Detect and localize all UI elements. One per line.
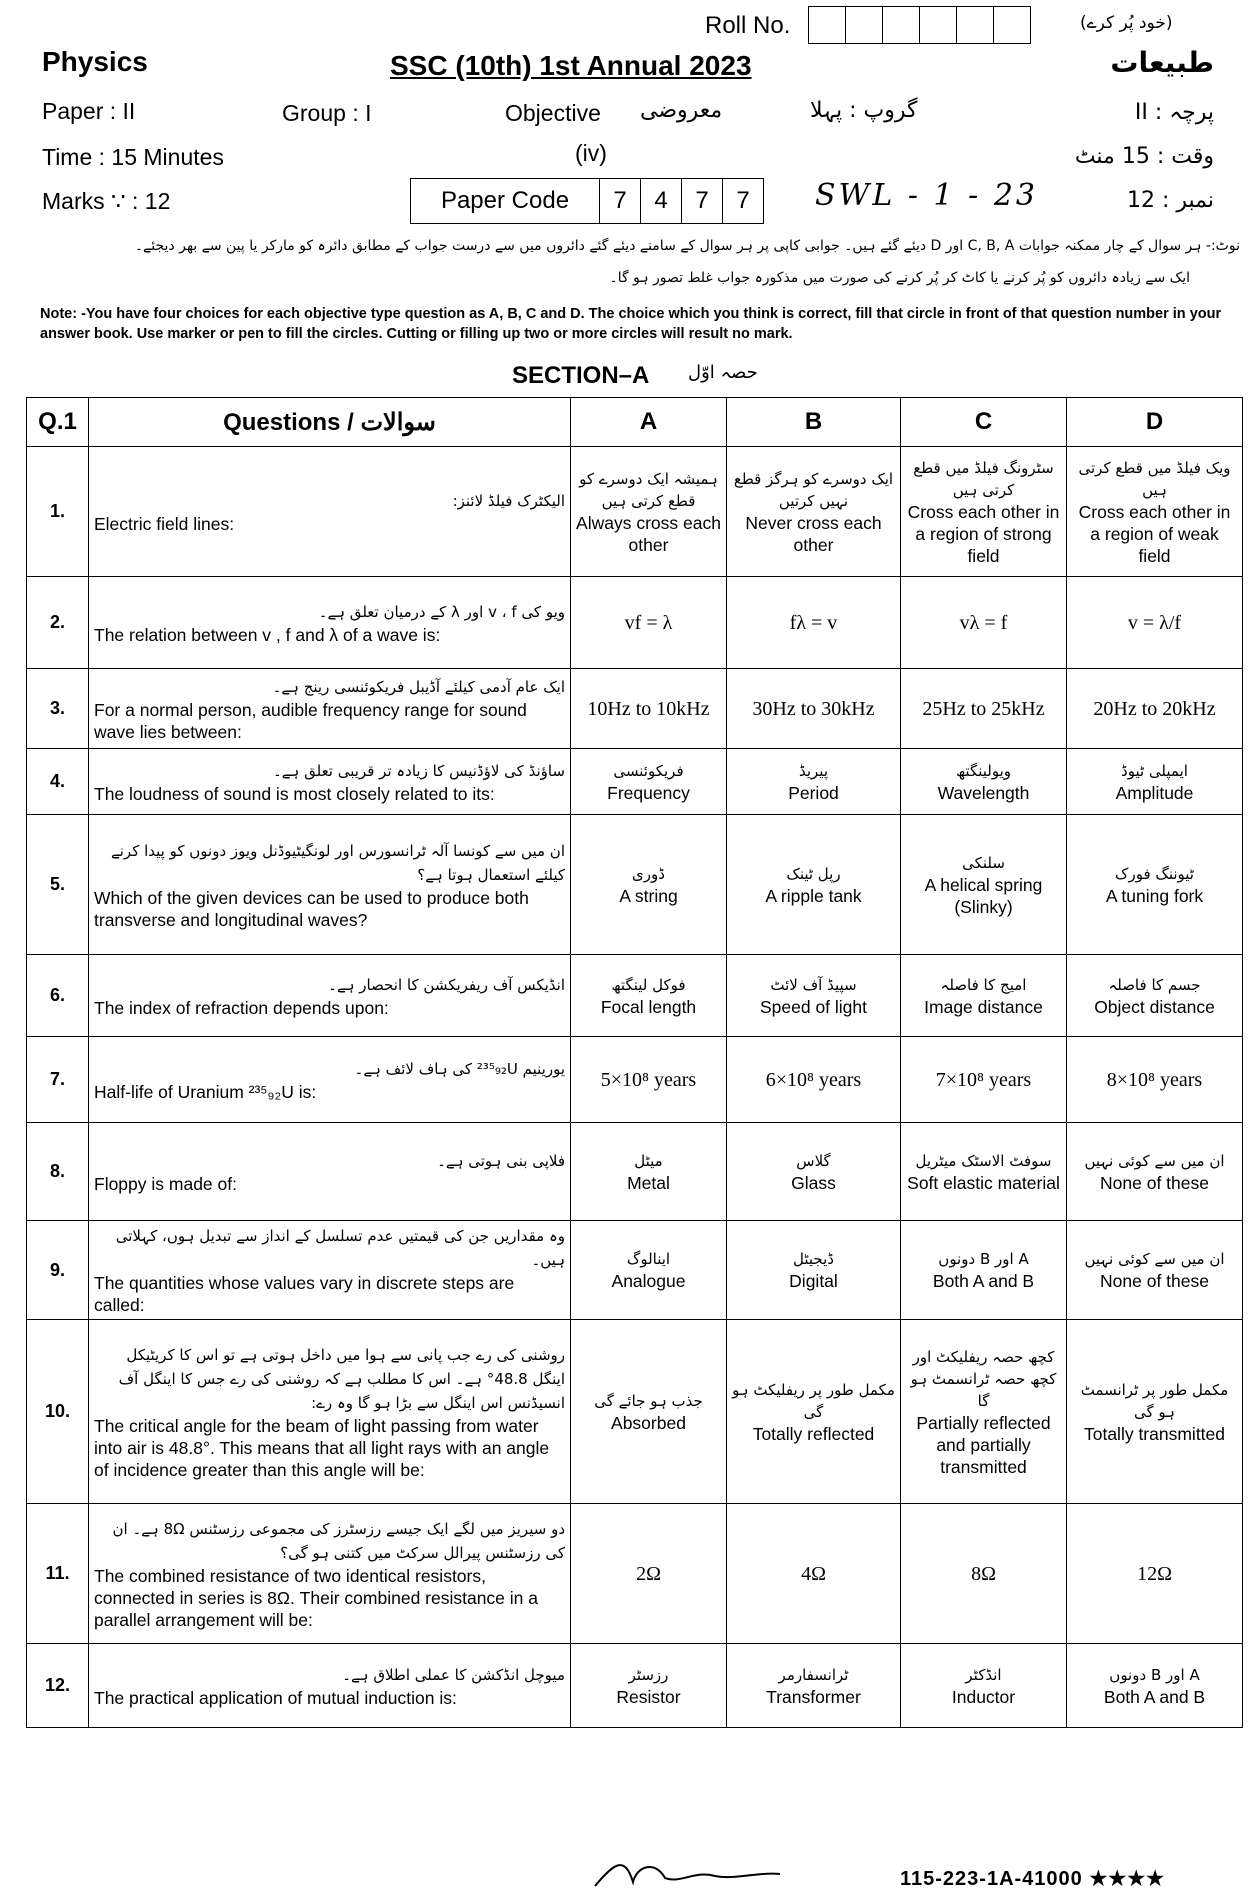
option-c: [901, 447, 1067, 577]
question-urdu: ویو کی v ، f اور λ کے درمیان تعلق ہے۔: [318, 602, 565, 621]
option-english: fλ = v: [789, 611, 838, 634]
option-english: Cross each other in a region of strong field: [907, 501, 1060, 566]
question-cell: [89, 447, 571, 577]
option-english: Amplitude: [1115, 782, 1194, 803]
option-d: [1067, 1320, 1243, 1504]
question-cell: [89, 1644, 571, 1728]
question-english: Electric field lines:: [94, 513, 235, 534]
question-urdu: انڈیکس آف ریفریکشن کا انحصار ہے۔: [328, 975, 565, 994]
option-d: [1067, 955, 1243, 1037]
option-d: [1067, 1123, 1243, 1221]
option-english: Never cross each other: [745, 512, 882, 555]
option-urdu: سپیڈ آف لائٹ: [770, 975, 857, 994]
paper-code-digit: 7: [600, 179, 641, 223]
option-english: Image distance: [924, 996, 1043, 1017]
paper-urdu: پرچہ : II: [1134, 100, 1214, 125]
option-c: [901, 749, 1067, 815]
option-urdu: ایمپلی ٹیوڈ: [1121, 761, 1188, 780]
option-a: [571, 1221, 727, 1320]
table-row: [27, 955, 1243, 1037]
group-urdu: گروپ : پہلا: [810, 98, 918, 123]
time-urdu: وقت : 15 منٹ: [1074, 144, 1214, 169]
question-cell: [89, 1037, 571, 1123]
marks-label: Marks ∵ : 12: [42, 188, 171, 214]
question-number: 12.: [27, 1644, 89, 1728]
option-english: Analogue: [611, 1271, 686, 1291]
option-english: 30Hz to 30kHz: [752, 697, 875, 720]
question-cell: [89, 749, 571, 815]
option-english: Partially reflected and partially transmitted: [916, 1412, 1051, 1477]
option-a: [571, 577, 727, 669]
option-english: Resistor: [616, 1686, 681, 1707]
option-urdu: مکمل طور پر ٹرانسمٹ ہو گی: [1080, 1380, 1229, 1421]
option-urdu: انڈکٹر: [965, 1665, 1002, 1684]
option-b: [727, 1644, 901, 1728]
question-english: The relation between v , f and λ of a wave is:: [94, 624, 441, 645]
paper-code-digit: 4: [641, 179, 682, 223]
option-a: [571, 1644, 727, 1728]
option-a: [571, 1320, 727, 1504]
question-english: The loudness of sound is most closely related to its:: [94, 783, 495, 804]
option-english: A tuning fork: [1105, 885, 1204, 906]
option-urdu: A اور B دونوں: [938, 1250, 1029, 1268]
table-row: [27, 447, 1243, 577]
table-row: [27, 669, 1243, 749]
question-urdu: فلاپی بنی ہوتی ہے۔: [437, 1151, 565, 1170]
option-english: Always cross each other: [576, 512, 721, 555]
option-urdu: رزسٹر: [628, 1665, 669, 1684]
table-row: [27, 1221, 1243, 1320]
option-a: [571, 815, 727, 955]
option-c: [901, 577, 1067, 669]
option-d: [1067, 1504, 1243, 1644]
question-english: The critical angle for the beam of light passing from water into air is 48.8°. This means that all light rays with an angle of incidence greater than this angle will be:: [94, 1415, 550, 1480]
marks-urdu: نمبر : 12: [1126, 188, 1214, 213]
questions-table: [26, 397, 1243, 1728]
option-a: [571, 1037, 727, 1123]
question-cell: [89, 955, 571, 1037]
question-cell: [89, 815, 571, 955]
footer-code: 115-223-1A-41000 ★★★★: [900, 1868, 1166, 1890]
option-english: 12Ω: [1137, 1562, 1172, 1585]
option-english: vλ = f: [959, 611, 1008, 634]
option-english: v = λ/f: [1127, 611, 1182, 634]
option-b: [727, 1123, 901, 1221]
option-urdu: جذب ہو جائے گی: [594, 1391, 703, 1410]
option-english: None of these: [1100, 1271, 1209, 1291]
option-english: 5×10⁸ years: [600, 1068, 697, 1091]
option-english: Period: [788, 782, 839, 803]
option-d: [1067, 1037, 1243, 1123]
option-english: Speed of light: [759, 996, 868, 1017]
paper-code-digit: 7: [736, 187, 750, 214]
option-english: Inductor: [951, 1686, 1016, 1707]
question-urdu: الیکٹرک فیلڈ لائنز:: [452, 491, 565, 510]
option-d: [1067, 749, 1243, 815]
question-english: The combined resistance of two identical resistors, connected in series is 8Ω. Their combined resistance in a parallel arrangement will be:: [94, 1565, 538, 1630]
note-urdu-line1: نوٹ:- ہر سوال کے چار ممکنہ جوابات C, B, A اور D دیئے گئے ہیں۔ جوابی کاپی پر ہر سوال کے سامنے دیئے گئے دائروں میں سے درست جواب کے مطابق دائرہ کو مارکر یا پین سے بھر دیجئے۔: [134, 238, 1240, 254]
option-a: [571, 447, 727, 577]
option-b: [727, 577, 901, 669]
option-english: Totally reflected: [752, 1423, 875, 1444]
option-urdu: میٹل: [634, 1151, 663, 1170]
option-c: [901, 1504, 1067, 1644]
option-b: [727, 749, 901, 815]
question-english: Half-life of Uranium ²³⁵₉₂U is:: [94, 1081, 317, 1102]
option-c: [901, 669, 1067, 749]
option-urdu: ٹیوننگ فورک: [1115, 864, 1194, 883]
option-english: Totally transmitted: [1083, 1423, 1226, 1444]
subject: Physics: [42, 46, 148, 77]
option-a: [571, 1123, 727, 1221]
option-c: [901, 1644, 1067, 1728]
question-urdu: یورینیم ²³⁵₉₂U کی ہاف لائف ہے۔: [354, 1059, 565, 1078]
exam-title: SSC (10th) 1st Annual 2023: [390, 50, 752, 81]
question-number: 9.: [27, 1221, 89, 1320]
option-english: Both A and B: [1103, 1686, 1206, 1707]
option-d: [1067, 669, 1243, 749]
option-english: Metal: [627, 1172, 670, 1193]
question-cell: [89, 577, 571, 669]
option-urdu: ہمیشہ ایک دوسرے کو قطع کرتی ہیں: [579, 469, 718, 510]
question-urdu: روشنی کی رے جب پانی سے ہوا میں داخل ہوتی ہے تو اس کا کریٹیکل اینگل 48.8° ہے۔ اس کا مطلب ہے کہ روشنی کی رے جس کا اینگل آف انسیڈنس اس اینگل سے بڑا ہو گا وہ رے:: [118, 1345, 565, 1412]
option-english: 8Ω: [971, 1562, 996, 1585]
paper-code-digit: 7: [682, 179, 723, 223]
option-b: [727, 447, 901, 577]
roll-no-boxes[interactable]: [808, 6, 1031, 44]
header-b: B: [727, 398, 901, 447]
header-q: Q.1: [27, 398, 89, 447]
option-english: Digital: [789, 1271, 838, 1291]
question-urdu: میوچل انڈکشن کا عملی اطلاق ہے۔: [342, 1665, 565, 1684]
question-number: 2.: [27, 577, 89, 669]
header-c: C: [901, 398, 1067, 447]
question-english: Floppy is made of:: [94, 1173, 237, 1194]
question-urdu: ساؤنڈ کی لاؤڈنیس کا زیادہ تر قریبی تعلق ہے۔: [272, 761, 565, 780]
question-cell: [89, 1123, 571, 1221]
table-row: [27, 1504, 1243, 1644]
option-english: A helical spring (Slinky): [924, 874, 1043, 917]
option-urdu: سٹرونگ فیلڈ میں قطع کرتی ہیں: [913, 458, 1054, 499]
signature-drawing: [585, 1852, 785, 1892]
question-urdu: ان میں سے کونسا آلہ ٹرانسورس اور لونگیٹیوڈنل ویوز دونوں کو پیدا کرنے کیلئے استعمال ہوتا ہے؟: [110, 841, 565, 884]
option-urdu: ویک فیلڈ میں قطع کرتی ہیں: [1078, 458, 1231, 499]
section-title: SECTION–A: [512, 362, 650, 389]
version: (iv): [575, 140, 607, 166]
question-number: 6.: [27, 955, 89, 1037]
option-urdu: سوفٹ الاسٹک میٹریل: [915, 1151, 1052, 1170]
option-english: Focal length: [600, 996, 697, 1017]
option-urdu: ویولینگتھ: [955, 761, 1012, 780]
option-english: 20Hz to 20kHz: [1093, 697, 1216, 720]
note-urdu-line2: ایک سے زیادہ دائروں کو پُر کرنے یا کاٹ کر پُر کرنے کی صورت میں مذکورہ جواب غلط تصور ہو گا۔: [609, 270, 1190, 286]
option-urdu: جسم کا فاصلہ: [1108, 975, 1201, 994]
header-a: A: [571, 398, 727, 447]
option-urdu: ڈیجیٹل: [793, 1250, 834, 1268]
option-english: A ripple tank: [765, 885, 862, 906]
option-urdu: ایک دوسرے کو ہرگز قطع نہیں کرتیں: [733, 469, 894, 510]
handwritten-code: SWL - 1 - 23: [815, 178, 1038, 213]
question-number: 3.: [27, 669, 89, 749]
option-english: vf = λ: [624, 611, 673, 634]
option-english: Wavelength: [937, 782, 1030, 803]
question-urdu: وہ مقداریں جن کی قیمتیں عدم تسلسل کے انداز سے تبدیل ہوں، کہلاتی ہیں۔: [115, 1227, 565, 1269]
option-urdu: پیریڈ: [798, 761, 829, 780]
option-urdu: امیج کا فاصلہ: [940, 975, 1027, 994]
option-d: [1067, 447, 1243, 577]
option-urdu: ان میں سے کوئی نہیں: [1084, 1151, 1225, 1170]
question-english: The index of refraction depends upon:: [94, 997, 389, 1018]
table-row: [27, 1320, 1243, 1504]
objective-urdu: معروضی: [640, 98, 723, 123]
option-english: Absorbed: [611, 1412, 686, 1433]
paper-code-label: Paper Code: [411, 179, 600, 223]
option-urdu: گلاس: [796, 1151, 831, 1170]
option-urdu: سلنکی: [962, 853, 1005, 872]
question-number: 10.: [27, 1320, 89, 1504]
option-c: [901, 1123, 1067, 1221]
table-header-row: [27, 398, 1243, 447]
roll-hint-urdu: (خود پُر کرے): [1080, 13, 1173, 33]
roll-no-label: Roll No.: [705, 12, 791, 39]
option-english: 10Hz to 10kHz: [587, 697, 710, 720]
header-questions: Questions / سوالات: [89, 398, 571, 447]
paper-code-box: [410, 178, 764, 224]
option-english: Both A and B: [932, 1271, 1035, 1291]
note-english: Note: -You have four choices for each objective type question as A, B, C and D. The choice which you think is correct, fill that circle in front of that question number in your answer book. Use marker or pen to fill the circles. Cutting or filling up two or more circles will result no mark.: [40, 306, 1222, 342]
option-b: [727, 1320, 901, 1504]
group-label: Group : I: [282, 100, 372, 126]
table-row: [27, 1037, 1243, 1123]
question-english: The practical application of mutual induction is:: [94, 1687, 457, 1708]
option-b: [727, 1037, 901, 1123]
option-english: 7×10⁸ years: [935, 1068, 1032, 1091]
question-english: Which of the given devices can be used to produce both transverse and longitudinal waves?: [94, 887, 529, 930]
option-urdu: ٹرانسفارمر: [778, 1665, 849, 1684]
option-d: [1067, 1644, 1243, 1728]
question-cell: [89, 669, 571, 749]
option-english: 8×10⁸ years: [1106, 1068, 1203, 1091]
option-english: 25Hz to 25kHz: [922, 697, 1045, 720]
option-urdu: فوکل لینگتھ: [611, 975, 686, 994]
option-d: [1067, 577, 1243, 669]
option-urdu: مکمل طور پر ریفلیکٹ ہو گی: [732, 1380, 895, 1421]
option-b: [727, 1221, 901, 1320]
table-row: [27, 1123, 1243, 1221]
option-a: [571, 749, 727, 815]
option-a: [571, 1504, 727, 1644]
question-english: For a normal person, audible frequency range for sound wave lies between:: [94, 699, 527, 742]
option-b: [727, 669, 901, 749]
option-urdu: رپل ٹینک: [786, 864, 841, 883]
option-english: Frequency: [607, 782, 690, 803]
option-c: [901, 1320, 1067, 1504]
paper-label: Paper : II: [42, 98, 136, 124]
subject-urdu: طبیعات: [1110, 46, 1214, 79]
option-urdu: اینالوگ: [626, 1250, 671, 1268]
question-urdu: ایک عام آدمی کیلئے آڈیبل فریکوئنسی رینج ہے۔: [272, 677, 565, 696]
question-urdu: دو سیریز میں لگے ایک جیسے رزسٹرز کی مجموعی رزسٹنس 8Ω ہے۔ ان کی رزسٹنس پیرالل سرکٹ میں کتنی ہو گی؟: [112, 1519, 565, 1562]
question-cell: [89, 1320, 571, 1504]
option-english: 2Ω: [636, 1562, 661, 1585]
option-english: Transformer: [766, 1686, 861, 1707]
objective-label: Objective: [505, 100, 601, 126]
table-row: [27, 749, 1243, 815]
table-row: [27, 1644, 1243, 1728]
option-b: [727, 1504, 901, 1644]
option-b: [727, 955, 901, 1037]
option-b: [727, 815, 901, 955]
option-a: [571, 955, 727, 1037]
option-english: Object distance: [1094, 996, 1215, 1017]
option-urdu: کچھ حصہ ریفلیکٹ اور کچھ حصہ ٹرانسمٹ ہو گا: [910, 1347, 1057, 1410]
option-a: [571, 669, 727, 749]
question-number: 8.: [27, 1123, 89, 1221]
question-english: The quantities whose values vary in discrete steps are called:: [94, 1273, 515, 1315]
time-label: Time : 15 Minutes: [42, 144, 224, 170]
option-c: [901, 1037, 1067, 1123]
option-english: Soft elastic material: [907, 1172, 1060, 1193]
question-number: 4.: [27, 749, 89, 815]
question-number: 5.: [27, 815, 89, 955]
question-cell: [89, 1221, 571, 1320]
question-cell: [89, 1504, 571, 1644]
option-english: 6×10⁸ years: [765, 1068, 862, 1091]
option-urdu: ان میں سے کوئی نہیں: [1084, 1250, 1225, 1268]
section-title-urdu: حصہ اوّل: [688, 362, 758, 383]
option-english: Cross each other in a region of weak field: [1078, 501, 1231, 566]
table-row: [27, 815, 1243, 955]
option-urdu: ڈوری: [632, 864, 665, 883]
option-urdu: A اور B دونوں: [1109, 1665, 1200, 1684]
option-english: Glass: [791, 1172, 836, 1193]
option-english: 4Ω: [801, 1562, 826, 1585]
option-c: [901, 1221, 1067, 1320]
option-c: [901, 955, 1067, 1037]
header-d: D: [1067, 398, 1243, 447]
option-d: [1067, 1221, 1243, 1320]
signature: [585, 1852, 785, 1892]
option-english: None of these: [1100, 1172, 1209, 1193]
option-c: [901, 815, 1067, 955]
question-number: 1.: [27, 447, 89, 577]
question-number: 7.: [27, 1037, 89, 1123]
option-d: [1067, 815, 1243, 955]
option-urdu: فریکوئنسی: [613, 761, 684, 780]
question-number: 11.: [27, 1504, 89, 1644]
table-row: [27, 577, 1243, 669]
option-english: A string: [619, 885, 678, 906]
